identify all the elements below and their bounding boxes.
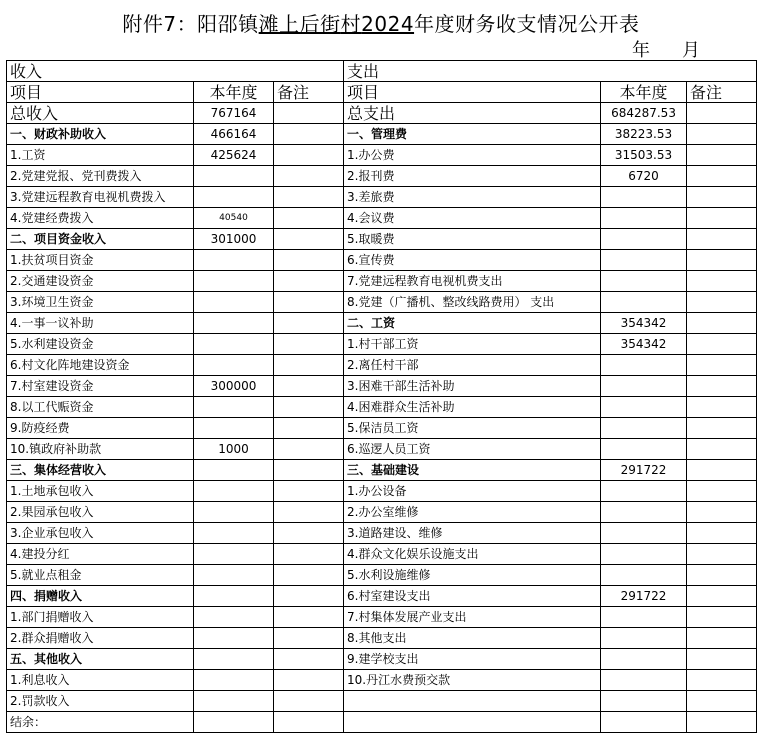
table-row [7, 355, 757, 376]
title-mid: 村 [340, 12, 362, 36]
expense-item-cell: 6.巡逻人员工资 [344, 439, 601, 460]
expense-amount-cell [601, 250, 687, 271]
table-row [7, 670, 757, 691]
expense-amount-cell [601, 439, 687, 460]
income-item-cell: 2.交通建设资金 [7, 271, 194, 292]
income-item-cell: 一、财政补助收入 [7, 124, 194, 145]
income-item-cell: 5.就业点租金 [7, 565, 194, 586]
expense-amount-cell: 354342 [601, 313, 687, 334]
income-item-cell: 总收入 [7, 103, 194, 124]
expense-amount-cell [601, 376, 687, 397]
income-amount-cell: 300000 [194, 376, 274, 397]
income-item-cell: 五、其他收入 [7, 649, 194, 670]
income-item-cell: 3.企业承包收入 [7, 523, 194, 544]
expense-item-cell: 9.建学校支出 [344, 649, 601, 670]
expense-note-cell [687, 544, 757, 565]
date-year: 年 [632, 40, 650, 61]
expense-note-cell [687, 271, 757, 292]
income-item-cell: 二、项目资金收入 [7, 229, 194, 250]
income-note-cell [274, 292, 344, 313]
section-row [7, 61, 757, 82]
table-row [7, 628, 757, 649]
header-row [7, 82, 757, 103]
income-amount-cell [194, 670, 274, 691]
expense-item-header: 项目 [344, 82, 601, 103]
table-row [7, 481, 757, 502]
income-item-cell: 1.工资 [7, 145, 194, 166]
expense-section-label: 支出 [344, 61, 757, 82]
expense-item-cell: 10.丹江水费预交款 [344, 670, 601, 691]
income-item-cell: 四、捐赠收入 [7, 586, 194, 607]
title-year: 2024 [361, 12, 415, 36]
income-amount-cell [194, 292, 274, 313]
table-row [7, 712, 757, 733]
table-row [7, 691, 757, 712]
income-amount-cell: 466164 [194, 124, 274, 145]
expense-note-cell [687, 607, 757, 628]
expense-amount-cell [601, 502, 687, 523]
expense-note-cell [687, 103, 757, 124]
income-note-cell [274, 502, 344, 523]
expense-note-cell [687, 208, 757, 229]
expense-amount-cell [601, 544, 687, 565]
income-note-cell [274, 628, 344, 649]
expense-item-cell: 4.会议费 [344, 208, 601, 229]
income-amount-cell [194, 418, 274, 439]
expense-item-cell: 1.办公费 [344, 145, 601, 166]
expense-note-cell [687, 376, 757, 397]
expense-amount-cell: 31503.53 [601, 145, 687, 166]
table-row [7, 292, 757, 313]
expense-item-cell: 1.村干部工资 [344, 334, 601, 355]
income-item-cell: 2.果园承包收入 [7, 502, 194, 523]
income-amount-cell [194, 313, 274, 334]
table-row [7, 334, 757, 355]
table-row [7, 565, 757, 586]
income-item-cell: 10.镇政府补助款 [7, 439, 194, 460]
expense-note-cell [687, 355, 757, 376]
table-row [7, 397, 757, 418]
income-amount-cell [194, 481, 274, 502]
expense-item-cell: 2.办公室维修 [344, 502, 601, 523]
table-row [7, 502, 757, 523]
expense-amount-cell: 6720 [601, 166, 687, 187]
expense-item-cell: 5.取暖费 [344, 229, 601, 250]
expense-amount-cell [601, 670, 687, 691]
expense-amount-cell: 354342 [601, 334, 687, 355]
expense-note-cell [687, 670, 757, 691]
income-item-cell: 2.党建党报、党刊费拨入 [7, 166, 194, 187]
expense-amount-cell: 684287.53 [601, 103, 687, 124]
income-amount-cell [194, 607, 274, 628]
expense-item-cell: 3.道路建设、维修 [344, 523, 601, 544]
income-item-cell: 5.水利建设资金 [7, 334, 194, 355]
expense-amount-cell [601, 397, 687, 418]
income-amount-cell: 767164 [194, 103, 274, 124]
table-row [7, 649, 757, 670]
income-amount-cell [194, 586, 274, 607]
income-amount-cell [194, 187, 274, 208]
expense-item-cell: 3.困难干部生活补助 [344, 376, 601, 397]
expense-amount-cell [601, 187, 687, 208]
income-note-cell [274, 103, 344, 124]
table-row [7, 460, 757, 481]
income-amount-cell [194, 628, 274, 649]
income-note-cell [274, 670, 344, 691]
income-amount-cell [194, 649, 274, 670]
income-amount-cell [194, 166, 274, 187]
income-item-cell: 1.部门捐赠收入 [7, 607, 194, 628]
expense-amount-cell [601, 628, 687, 649]
expense-item-cell: 4.群众文化娱乐设施支出 [344, 544, 601, 565]
expense-note-cell [687, 565, 757, 586]
table-row [7, 376, 757, 397]
income-item-cell: 3.党建远程教育电视机费拨入 [7, 187, 194, 208]
expense-amount-cell [601, 355, 687, 376]
income-note-cell [274, 208, 344, 229]
expense-item-cell: 二、工资 [344, 313, 601, 334]
income-note-cell [274, 313, 344, 334]
income-amount-header: 本年度 [194, 82, 274, 103]
income-note-cell [274, 145, 344, 166]
income-note-cell [274, 460, 344, 481]
expense-item-cell: 总支出 [344, 103, 601, 124]
expense-amount-cell [601, 649, 687, 670]
expense-amount-cell [601, 691, 687, 712]
expense-note-cell [687, 229, 757, 250]
page-title [6, 8, 756, 37]
income-note-cell [274, 250, 344, 271]
expense-amount-cell [601, 607, 687, 628]
income-amount-cell [194, 355, 274, 376]
income-item-cell: 1.利息收入 [7, 670, 194, 691]
expense-note-cell [687, 691, 757, 712]
income-note-cell [274, 187, 344, 208]
income-note-cell [274, 334, 344, 355]
income-note-cell [274, 586, 344, 607]
title-suffix: 年度财务收支情况公开表 [414, 12, 640, 36]
income-amount-cell [194, 397, 274, 418]
income-note-cell [274, 397, 344, 418]
income-amount-cell [194, 250, 274, 271]
expense-note-cell [687, 628, 757, 649]
expense-note-cell [687, 502, 757, 523]
income-note-cell [274, 355, 344, 376]
finance-table [6, 60, 757, 733]
income-note-cell [274, 649, 344, 670]
income-item-cell: 2.罚款收入 [7, 691, 194, 712]
income-note-cell [274, 166, 344, 187]
expense-note-cell [687, 292, 757, 313]
title-prefix: 附件7：阳邵镇 [122, 12, 259, 36]
expense-amount-cell: 38223.53 [601, 124, 687, 145]
expense-note-cell [687, 481, 757, 502]
expense-note-cell [687, 250, 757, 271]
income-item-header: 项目 [7, 82, 194, 103]
table-row [7, 439, 757, 460]
income-amount-cell [194, 523, 274, 544]
expense-item-cell: 4.困难群众生活补助 [344, 397, 601, 418]
expense-note-cell [687, 334, 757, 355]
income-amount-cell [194, 712, 274, 733]
expense-amount-cell [601, 229, 687, 250]
income-amount-cell: 425624 [194, 145, 274, 166]
expense-item-cell: 5.水利设施维修 [344, 565, 601, 586]
expense-note-cell [687, 166, 757, 187]
income-item-cell: 9.防疫经费 [7, 418, 194, 439]
income-amount-cell: 1000 [194, 439, 274, 460]
expense-item-cell: 6.村室建设支出 [344, 586, 601, 607]
expense-amount-cell: 291722 [601, 460, 687, 481]
income-note-cell [274, 124, 344, 145]
expense-amount-cell [601, 712, 687, 733]
expense-amount-cell [601, 523, 687, 544]
expense-item-cell [344, 712, 601, 733]
expense-item-cell: 7.村集体发展产业支出 [344, 607, 601, 628]
table-row [7, 271, 757, 292]
income-note-cell [274, 565, 344, 586]
income-note-cell [274, 376, 344, 397]
expense-note-cell [687, 586, 757, 607]
expense-note-cell [687, 649, 757, 670]
table-row [7, 544, 757, 565]
income-item-cell: 结余： [7, 712, 194, 733]
expense-amount-cell [601, 418, 687, 439]
income-amount-cell [194, 502, 274, 523]
table-row [7, 229, 757, 250]
income-note-cell [274, 712, 344, 733]
expense-item-cell [344, 691, 601, 712]
table-row [7, 523, 757, 544]
income-item-cell: 三、集体经营收入 [7, 460, 194, 481]
expense-amount-cell [601, 208, 687, 229]
expense-note-header: 备注 [687, 82, 757, 103]
income-amount-cell [194, 691, 274, 712]
expense-note-cell [687, 124, 757, 145]
income-item-cell: 4.建投分红 [7, 544, 194, 565]
expense-item-cell: 1.办公设备 [344, 481, 601, 502]
expense-item-cell: 三、基础建设 [344, 460, 601, 481]
income-item-cell: 2.群众捐赠收入 [7, 628, 194, 649]
income-note-cell [274, 691, 344, 712]
table-row [7, 103, 757, 124]
income-note-cell [274, 523, 344, 544]
table-row [7, 607, 757, 628]
expense-note-cell [687, 187, 757, 208]
expense-note-cell [687, 523, 757, 544]
expense-note-cell [687, 313, 757, 334]
income-note-cell [274, 481, 344, 502]
table-row [7, 187, 757, 208]
expense-note-cell [687, 439, 757, 460]
expense-item-cell: 7.党建远程教育电视机费支出 [344, 271, 601, 292]
expense-item-cell: 2.离任村干部 [344, 355, 601, 376]
income-amount-cell [194, 565, 274, 586]
expense-amount-cell [601, 271, 687, 292]
expense-note-cell [687, 460, 757, 481]
expense-item-cell: 6.宣传费 [344, 250, 601, 271]
income-note-cell [274, 229, 344, 250]
income-item-cell: 4.党建经费拨入 [7, 208, 194, 229]
expense-amount-cell [601, 292, 687, 313]
expense-note-cell [687, 418, 757, 439]
expense-item-cell: 一、管理费 [344, 124, 601, 145]
expense-item-cell: 8.其他支出 [344, 628, 601, 649]
income-amount-cell: 301000 [194, 229, 274, 250]
income-note-cell [274, 418, 344, 439]
table-row [7, 250, 757, 271]
income-item-cell: 7.村室建设资金 [7, 376, 194, 397]
table-row [7, 145, 757, 166]
expense-item-cell: 2.报刊费 [344, 166, 601, 187]
table-row [7, 208, 757, 229]
expense-item-cell: 3.差旅费 [344, 187, 601, 208]
income-note-cell [274, 607, 344, 628]
expense-note-cell [687, 397, 757, 418]
income-note-cell [274, 271, 344, 292]
expense-item-cell: 8.党建（广播机、整改线路费用） 支出 [344, 292, 601, 313]
income-amount-cell: 40540 [194, 208, 274, 229]
table-row [7, 586, 757, 607]
expense-amount-header: 本年度 [601, 82, 687, 103]
title-village: 滩上后街 [258, 12, 341, 36]
table-row [7, 166, 757, 187]
income-note-header: 备注 [274, 82, 344, 103]
date-month: 月 [682, 40, 700, 61]
income-amount-cell [194, 334, 274, 355]
income-amount-cell [194, 544, 274, 565]
income-item-cell: 6.村文化阵地建设资金 [7, 355, 194, 376]
income-item-cell: 8.以工代赈资金 [7, 397, 194, 418]
income-note-cell [274, 544, 344, 565]
expense-amount-cell [601, 565, 687, 586]
income-amount-cell [194, 271, 274, 292]
expense-amount-cell [601, 481, 687, 502]
table-row [7, 124, 757, 145]
table-row [7, 313, 757, 334]
income-item-cell: 1.土地承包收入 [7, 481, 194, 502]
income-section-label: 收入 [7, 61, 344, 82]
expense-item-cell: 5.保洁员工资 [344, 418, 601, 439]
table-row [7, 418, 757, 439]
income-item-cell: 1.扶贫项目资金 [7, 250, 194, 271]
income-amount-cell [194, 460, 274, 481]
expense-note-cell [687, 145, 757, 166]
income-item-cell: 4.一事一议补助 [7, 313, 194, 334]
expense-note-cell [687, 712, 757, 733]
income-item-cell: 3.环境卫生资金 [7, 292, 194, 313]
expense-amount-cell: 291722 [601, 586, 687, 607]
income-note-cell [274, 439, 344, 460]
